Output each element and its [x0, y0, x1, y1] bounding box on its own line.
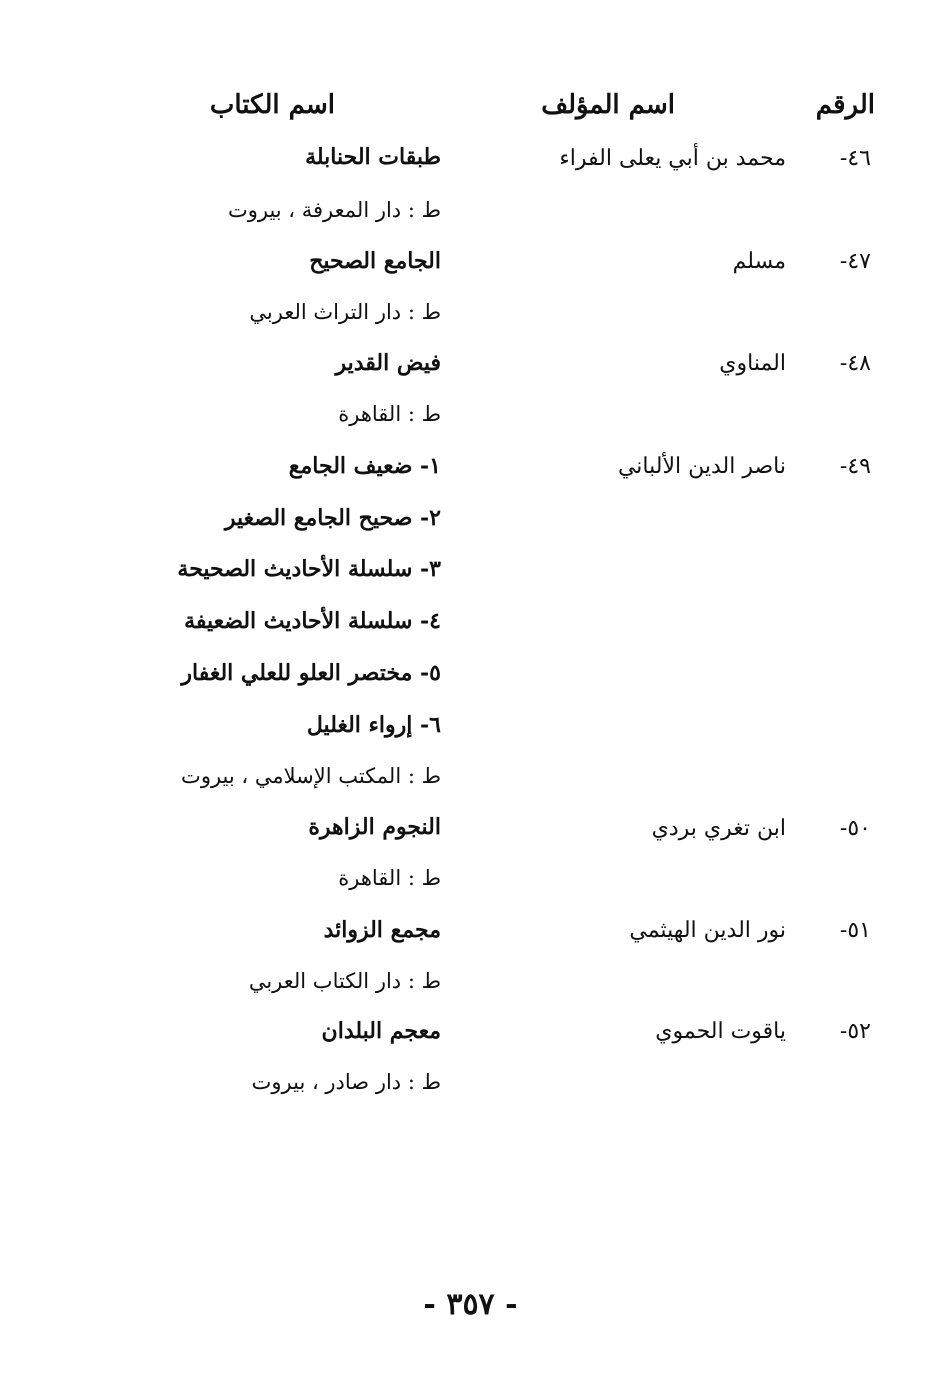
row-publisher: ط : القاهرة	[338, 866, 441, 890]
header-book: اسم الكتاب	[209, 90, 335, 120]
row-author: ابن تغري بردي	[651, 816, 786, 841]
header-author: اسم المؤلف	[541, 90, 675, 120]
row-book-title: مجمع الزوائد	[323, 917, 441, 943]
row-author: مسلم	[732, 249, 786, 274]
row-book-title-item: ١- ضعيف الجامع	[288, 453, 441, 479]
row-book-title: الجامع الصحيح	[309, 248, 441, 274]
row-publisher: ط : القاهرة	[338, 402, 441, 426]
row-author: المناوي	[719, 351, 786, 376]
row-number: ٤٩-	[839, 454, 871, 479]
page-number: - ٣٥٧ -	[423, 1287, 518, 1322]
row-book-title-item: ٤- سلسلة الأحاديث الضعيفة	[184, 608, 441, 634]
row-number: ٥٠-	[839, 816, 871, 841]
row-author: ياقوت الحموي	[655, 1019, 786, 1044]
row-number: ٥٢-	[839, 1019, 871, 1044]
row-publisher: ط : دار المعرفة ، بيروت	[227, 198, 441, 222]
row-author: محمد بن أبي يعلى الفراء	[559, 146, 786, 171]
row-number: ٤٧-	[839, 249, 871, 274]
row-publisher: ط : دار صادر ، بيروت	[251, 1070, 441, 1094]
row-publisher: ط : دار الكتاب العربي	[248, 969, 441, 993]
row-book-title-item: ٥- مختصر العلو للعلي الغفار	[181, 660, 441, 686]
row-book-title-item: ٢- صحيح الجامع الصغير	[224, 505, 441, 531]
row-publisher: ط : دار التراث العربي	[249, 300, 441, 324]
row-book-title-item: ٣- سلسلة الأحاديث الصحيحة	[177, 556, 441, 582]
row-number: ٤٦-	[839, 146, 871, 171]
row-book-title: النجوم الزاهرة	[308, 814, 441, 840]
row-author: نور الدين الهيثمي	[629, 918, 786, 943]
row-book-title: طبقات الحنابلة	[305, 144, 441, 170]
row-number: ٤٨-	[839, 351, 871, 376]
header-number: الرقم	[815, 90, 875, 120]
row-number: ٥١-	[839, 918, 871, 943]
row-author: ناصر الدين الألباني	[617, 454, 786, 479]
row-book-title-item: ٦- إرواء الغليل	[306, 712, 441, 738]
row-book-title: فيض القدير	[335, 350, 441, 376]
row-publisher: ط : المكتب الإسلامي ، بيروت	[181, 764, 441, 788]
row-book-title: معجم البلدان	[321, 1018, 441, 1044]
